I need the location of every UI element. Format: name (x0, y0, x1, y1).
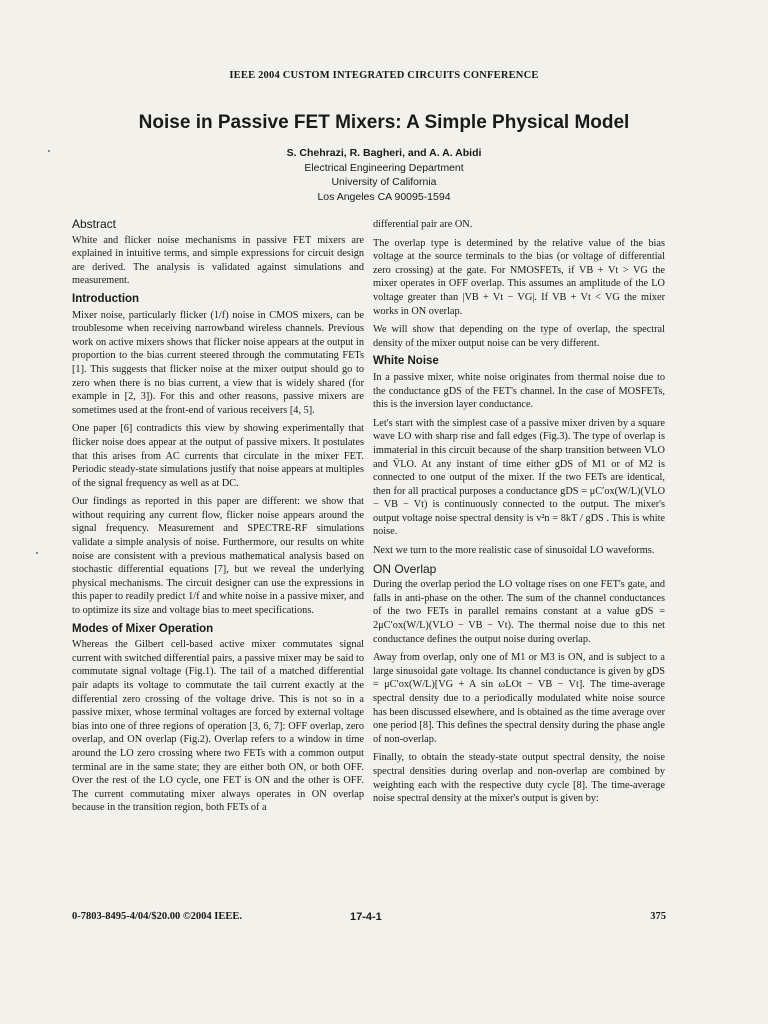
introduction-paragraph: Mixer noise, particularly flicker (1/f) noise in CMOS mixers, can be troublesome when receiving narrowband wireless channels. Previous work on active mixers shows that flicker noise appears at the output in proportion to the bias current steered through the commutating FETs [1]. This suggests that flicker noise at the mixer output should go to zero when there is no bias current, a view that is widely shared (for example in [2, 3]). For this and other reasons, passive mixers are sometimes used at the front-end of various receivers [4, 5]. (72, 309, 364, 416)
scan-speck (36, 552, 38, 554)
white-noise-paragraph: Let's start with the simplest case of a passive mixer driven by a square wave LO with sharp rise and fall edges (Fig.3). The type of overlap is immaterial in this circuit because of the sharp transition between VLO and V̄LO. At any instant of time either gDS of M1 or of M2 is connected to one output of the mixer. If the two FETs are identical, then for all practical purposes a conductance gDS = μC′ox(W/L)(VLO − VB − Vt) is continuously connected to the output. The mixer's output voltage noise spectral density is v²n = 8kT / gDS . This is white noise. (373, 417, 665, 538)
white-noise-heading: White Noise (373, 355, 439, 368)
continued-text: differential pair are ON. (373, 219, 473, 230)
footer-page-number: 375 (650, 911, 666, 922)
on-overlap-paragraph: Away from overlap, only one of M1 or M3 is ON, and is subject to a large sinusoidal gate voltage. Its channel conductance is given by gDS = μC′ox(W/L)[VG + A sin ωLOt − VB − Vt]. The time-average spectral density due to a periodically modulated white noise source has been discussed elsewhere, and is obtained as the time average over one period [8]. This defines the spectral density during the phase angle of non-overlap. (373, 652, 665, 745)
author-department: Electrical Engineering Department (304, 161, 464, 174)
abstract-text: White and flicker noise mechanisms in passive FET mixers are explained in intuitive terms, and simple expressions for circuit design are derived. The analysis is validated against simulations and measurement. (72, 234, 364, 287)
modes-paragraph: Whereas the Gilbert cell-based active mixer commutates signal current with switched differential pairs, a passive mixer may be said to commutate signal voltage (Fig.1). The tail of a matched differential pair adapts its voltage to commutate the tail current exactly at the differential zero crossing of the voltage drive. This is not so in a passive mixer, whose terminal voltages are forced by external voltage bias into one of three regions of operation [3, 6, 7]: OFF overlap, zero overlap, and ON overlap (Fig.2). Overlap refers to a window in time around the LO zero crossing where two FETs with a common output terminal are in the same state; they are either both ON, or both OFF. Over the rest of the LO cycle, one FET is ON and the other is OFF. The current commutating mixer always operates in ON overlap because in the transition region, both FETs of a (72, 639, 364, 814)
white-noise-paragraph: In a passive mixer, white noise originates from thermal noise due to the conductance gDS of the FET's channel. In the case of MOSFETs, this is the inversion layer conductance. (373, 371, 665, 411)
left-column (72, 215, 364, 820)
abstract-heading: Abstract (72, 217, 117, 231)
author-location: Los Angeles CA 90095-1594 (317, 190, 451, 203)
modes-heading: Modes of Mixer Operation (72, 622, 214, 635)
introduction-paragraph: One paper [6] contradicts this view by showing experimentally that flicker noise does appear at the output of passive mixers. It postulates that this arises from AC currents that circulate in the mixer FET. Periodic steady-state simulations justify that noise appears at multiples of the signal frequency as well as at DC. (72, 423, 364, 489)
on-overlap-paragraph: During the overlap period the LO voltage rises on one FET's gate, and falls in anti-phase on the other. The sum of the channel conductances of the two FETs in parallel remains constant at a value gDS = 2μC′ox(W/L)(VLO − VB − Vt). The thermal noise due to this net conductance defines the output noise during overlap. (373, 579, 665, 645)
overlap-paragraph: The overlap type is determined by the relative value of the bias voltage at the source terminals to the bias (or voltage of differential zero crossing) at the gate. For NMOSFETs, if VB + Vt > VG the mixer operates in OFF overlap. This assumes an amplitude of the LO voltage greater than |VB + Vt − VG|. If VB + Vt < VG the mixer works in ON overlap. (373, 237, 665, 317)
right-column (373, 218, 665, 811)
author-names: S. Chehrazi, R. Bagheri, and A. A. Abidi (286, 147, 482, 159)
paper-title: Noise in Passive FET Mixers: A Simple Physical Model (138, 112, 630, 133)
author-block (0, 146, 768, 204)
on-overlap-heading: ON Overlap (373, 561, 437, 576)
footer-isbn: 0-7803-8495-4/04/$20.00 ©2004 IEEE. (72, 911, 243, 922)
overlap-paragraph: We will show that depending on the type of overlap, the spectral density of the mixer output noise can be very different. (373, 324, 665, 349)
author-university: University of California (331, 176, 437, 188)
introduction-paragraph: Our findings as reported in this paper are different: we show that without requiring any current flow, flicker noise appears around the signal frequency. Measurement and SPECTRE-RF simulations validate a simple analysis of noise. Furthermore, our results on white noise are consistent with a previous mathematical analysis based on stochastic differential equations [7], but we reveal the underlying physical mechanisms. The circuit designer can use the expressions in this paper to readily predict 1/f and white noise in a passive mixer, and to optimize its size and voltage bias to meet specifications. (72, 496, 364, 617)
conference-header: IEEE 2004 CUSTOM INTEGRATED CIRCUITS CONFERENCE (229, 70, 539, 81)
white-noise-paragraph: Next we turn to the more realistic case of sinusoidal LO waveforms. (373, 545, 655, 557)
on-overlap-paragraph: Finally, to obtain the steady-state output spectral density, the noise spectral densities during overlap and non-overlap are combined by weighting each with the respective duty cycle [8]. The time-average noise spectral density at the mixer's output is given by: (373, 752, 665, 805)
footer-session-number: 17-4-1 (350, 911, 382, 923)
introduction-heading: Introduction (72, 292, 140, 305)
scan-speck (48, 150, 50, 152)
